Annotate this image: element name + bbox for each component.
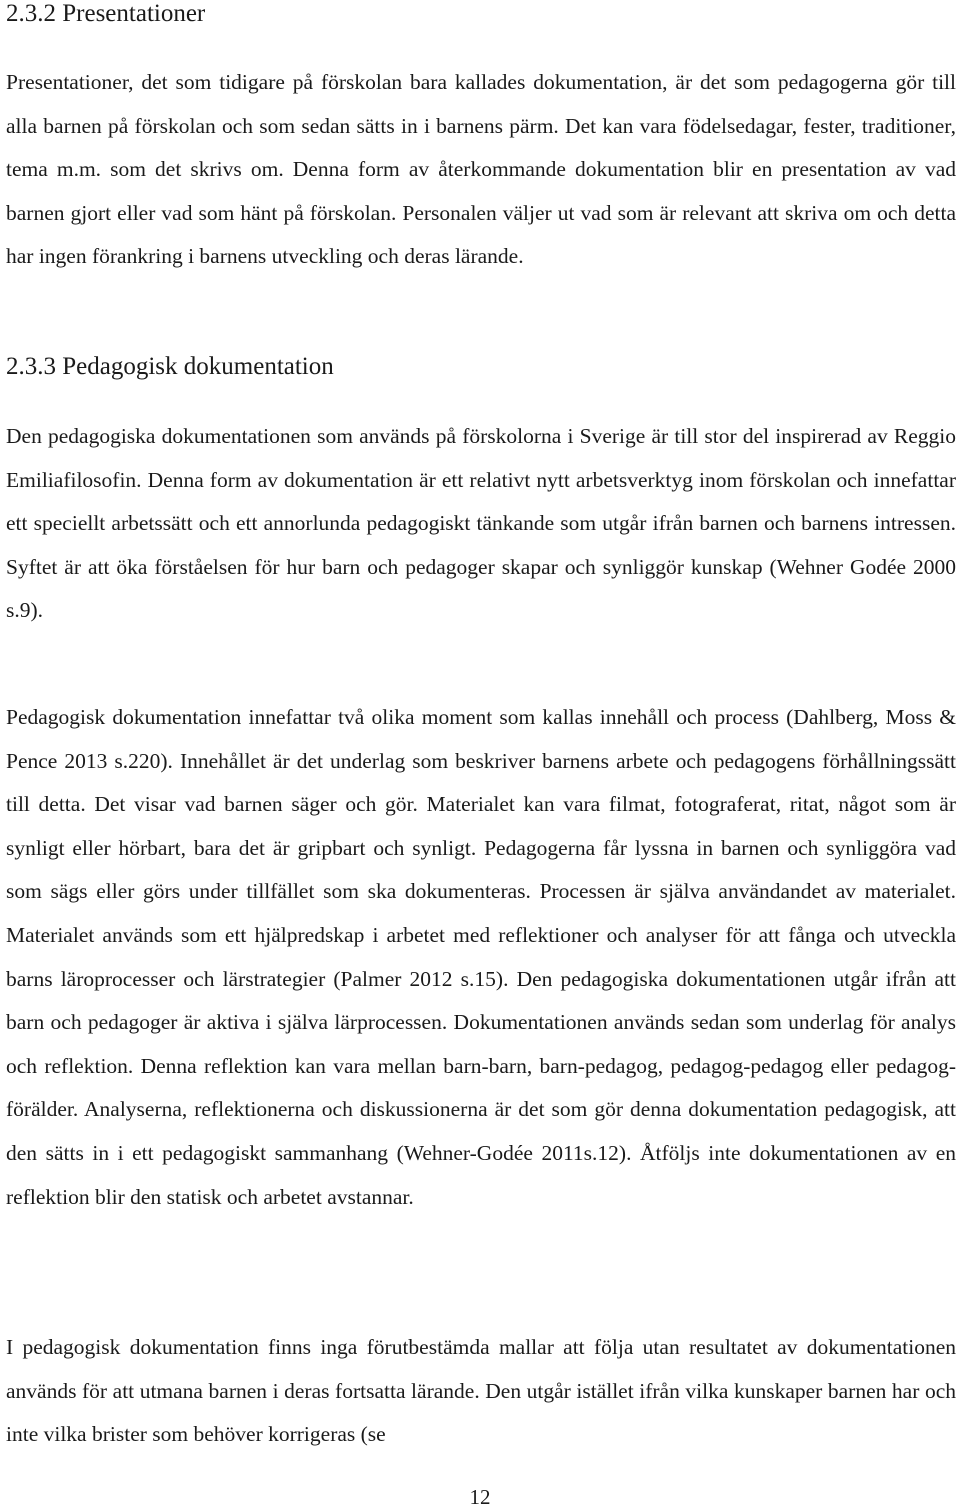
paragraph-innehall-process: Pedagogisk dokumentation innefattar två olika moment som kallas innehåll och process (Dahlberg, Moss & Pence 2013 s.220). Innehållet är det underlag som beskriver barnens arbete och pedagogens förhållningssätt till detta. Det visar vad barnen säger och gör. Materialet kan vara filmat, fotograferat, ritat, något som är synligt eller hörbart, bara det är gripbart och synligt. Pedagogerna får lyssna in barnen och synliggöra vad som sägs eller görs under tillfället som ska dokumenteras. Processen är själva användandet av materialet. Materialet används som ett hjälpredskap i arbetet med reflektioner och analyser för att fånga och utveckla barns läroprocesser och lärstrategier (Palmer 2012 s.15). Den pedagogiska dokumentationen utgår ifrån att barn och pedagoger är aktiva i själva lärprocessen. Dokumentationen används sedan som underlag för analys och reflektion. Denna reflektion kan vara mellan barn-barn, barn-pedagog, pedagog-pedagog eller pedagog-förälder. Analyserna, reflektionerna och diskussionerna är det som gör denna dokumentation pedagogisk, att den sätts in i ett pedagogiskt sammanhang (Wehner-Godée 2011s.12). Åtföljs inte dokumentationen av en reflektion blir den statisk och arbetet avstannar. — [6, 705, 956, 1209]
paragraph-reggio-emilia: Den pedagogiska dokumentationen som används på förskolorna i Sverige är till stor del inspirerad av Reggio Emiliafilosofin. Denna form av dokumentation är ett relativt nytt arbetsverktyg inom förskolan och innefattar ett speciellt arbetssätt och ett annorlunda pedagogiskt tänkande som utgår ifrån barnen och barnens intressen. Syftet är att öka förståelsen för hur barn och pedagoger skapar och synliggör kunskap (Wehner Godée 2000 s.9). — [6, 424, 956, 623]
section-heading-presentationer: 2.3.2 Presentationer — [6, 0, 206, 27]
paragraph-presentationer: Presentationer, det som tidigare på förskolan bara kallades dokumentation, är det som pedagogerna gör till alla barnen på förskolan och som sedan sätts in i barnens pärm. Det kan vara födelsedagar, fester, traditioner, tema m.m. som det skrivs om. Denna form av återkommande dokumentation blir en presentation av vad barnen gjort eller vad som hänt på förskolan. Personalen väljer ut vad som är relevant att skriva om och detta har ingen förankring i barnens utveckling och deras lärande. — [6, 70, 956, 269]
paragraph-mallar: I pedagogisk dokumentation finns inga förutbestämda mallar att följa utan resultatet av dokumentationen används för att utmana barnen i deras fortsatta lärande. Den utgår istället ifrån vilka kunskaper barnen har och inte vilka brister som behöver korrigeras (se — [6, 1335, 956, 1447]
page-number: 12 — [469, 1485, 491, 1509]
section-heading-pedagogisk-dokumentation: 2.3.3 Pedagogisk dokumentation — [6, 353, 334, 380]
